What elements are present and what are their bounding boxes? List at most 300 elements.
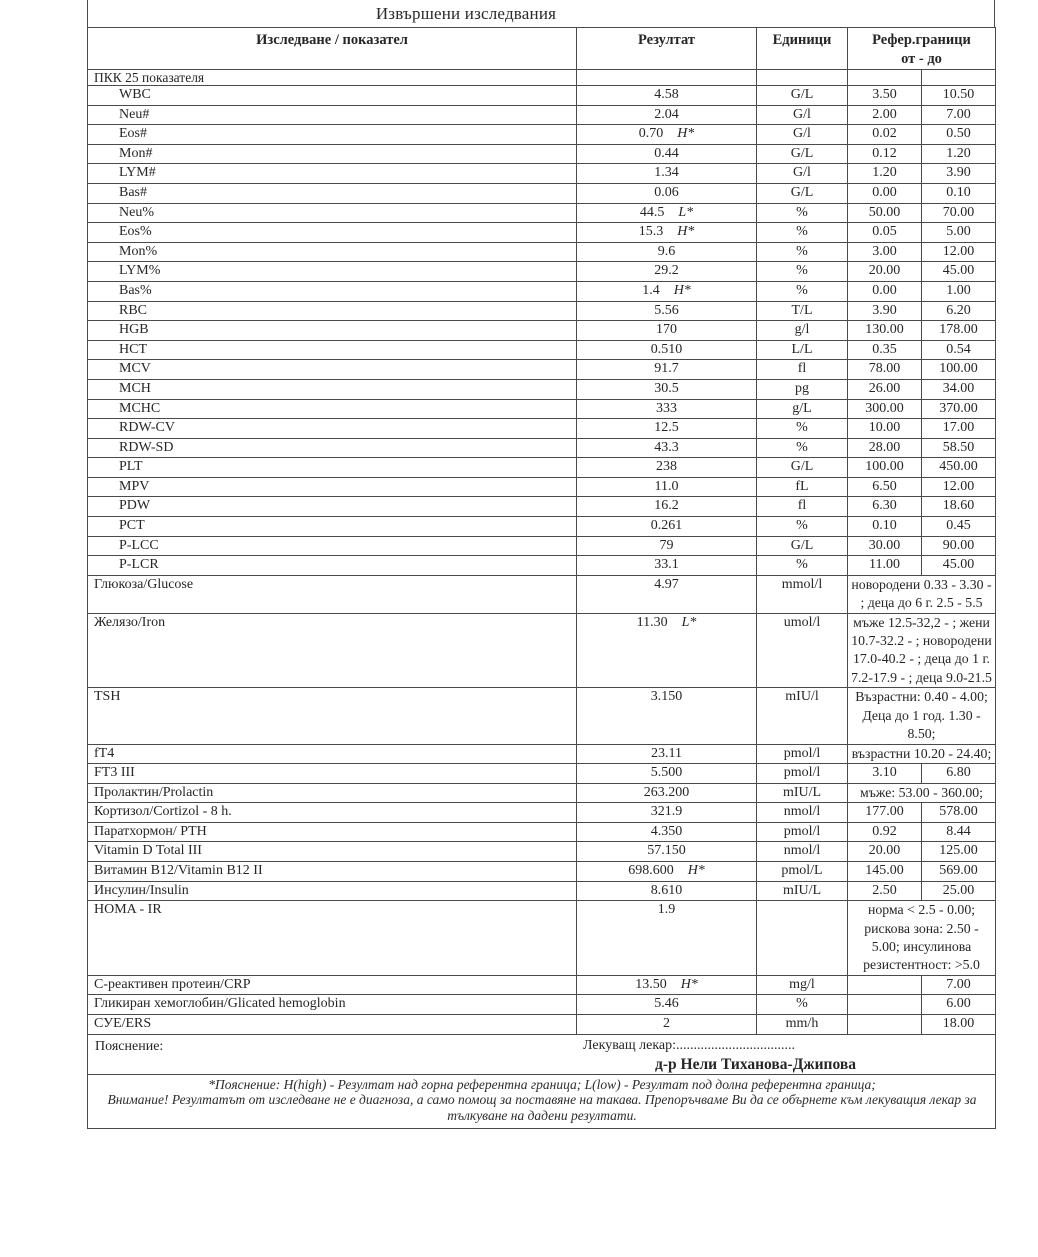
result-row xyxy=(88,862,996,882)
result-value: 2 xyxy=(663,1016,670,1032)
column-header-reference-line2: от - до xyxy=(901,51,942,67)
reference-from-cell: 177.00 xyxy=(848,803,922,823)
result-value: 1.4 xyxy=(642,282,660,298)
result-row xyxy=(88,975,996,995)
result-value: 29.2 xyxy=(654,263,679,279)
reference-range-cell: възрастни 10.20 - 24.40; xyxy=(848,744,996,764)
reference-to-cell: 6.00 xyxy=(922,995,996,1015)
reference-from-cell: 0.02 xyxy=(848,125,922,145)
reference-to-cell: 18.60 xyxy=(922,497,996,517)
test-name-cell: ПКК 25 показателя xyxy=(88,70,577,86)
units-cell: % xyxy=(757,419,848,439)
result-row xyxy=(88,144,996,164)
result-value: 5.46 xyxy=(654,996,679,1012)
result-cell xyxy=(577,379,757,399)
units-cell xyxy=(757,901,848,976)
footnote-row xyxy=(88,1074,996,1129)
units-cell: fL xyxy=(757,477,848,497)
reference-to-cell: 12.00 xyxy=(922,477,996,497)
result-row xyxy=(88,105,996,125)
units-cell: % xyxy=(757,517,848,537)
result-cell xyxy=(577,497,757,517)
test-name-cell: MCV xyxy=(88,360,577,380)
result-value: 1.34 xyxy=(654,165,679,181)
reference-to-cell: 70.00 xyxy=(922,203,996,223)
result-flag: H* xyxy=(677,224,695,240)
test-name-cell: Vitamin D Total III xyxy=(88,842,577,862)
reference-from-cell: 0.92 xyxy=(848,822,922,842)
units-cell: mmol/l xyxy=(757,575,848,613)
units-cell: pmol/L xyxy=(757,862,848,882)
result-value: 0.261 xyxy=(650,518,683,534)
result-flag: H* xyxy=(687,863,705,879)
result-cell xyxy=(577,744,757,764)
test-name-cell: Eos# xyxy=(88,125,577,145)
reference-to-cell: 450.00 xyxy=(922,458,996,478)
result-row xyxy=(88,822,996,842)
result-cell xyxy=(577,575,757,613)
footnote-warning: Внимание! Резултатът от изследване не е диагноза, а само помощ за поставяне на такава. Препоръчваме Ви да се обърнете към лекуващия лекар за тълкуване на дадени резултати. xyxy=(107,1092,977,1123)
units-cell: G/L xyxy=(757,183,848,203)
test-name-cell: Инсулин/Insulin xyxy=(88,881,577,901)
reference-from-cell: 6.50 xyxy=(848,477,922,497)
result-value: 16.2 xyxy=(654,498,679,514)
reference-from-cell: 3.00 xyxy=(848,242,922,262)
attending-doctor-name: д-р Нели Тиханова-Джипова xyxy=(655,1055,856,1073)
result-cell xyxy=(577,477,757,497)
result-row xyxy=(88,688,996,744)
reference-to-cell: 1.20 xyxy=(922,144,996,164)
result-cell xyxy=(577,164,757,184)
reference-to-cell: 6.20 xyxy=(922,301,996,321)
test-name-cell: TSH xyxy=(88,688,577,744)
reference-to-cell: 1.00 xyxy=(922,281,996,301)
result-value: 2.04 xyxy=(654,106,679,122)
test-name-cell: Bas# xyxy=(88,183,577,203)
result-cell xyxy=(577,301,757,321)
test-name-cell: PCT xyxy=(88,517,577,537)
units-cell: mg/l xyxy=(757,975,848,995)
reference-to-cell: 17.00 xyxy=(922,419,996,439)
result-cell xyxy=(577,517,757,537)
reference-range-cell: норма < 2.5 - 0.00; рискова зона: 2.50 - 5.00; инсулинова резистентност: >5.0 xyxy=(848,901,996,976)
units-cell: G/l xyxy=(757,105,848,125)
result-value: 30.5 xyxy=(654,380,679,396)
result-row xyxy=(88,497,996,517)
result-row xyxy=(88,301,996,321)
reference-from-cell: 3.10 xyxy=(848,764,922,784)
test-name-cell: LYM% xyxy=(88,262,577,282)
units-cell xyxy=(757,70,848,86)
result-flag: H* xyxy=(677,126,695,142)
reference-to-cell: 90.00 xyxy=(922,536,996,556)
footnote-legend: *Пояснение: H(high) - Резултат над горна референтна граница; L(low) - Резултат под долна референтна граница; xyxy=(208,1076,876,1092)
result-row xyxy=(88,803,996,823)
test-name-cell: Neu# xyxy=(88,105,577,125)
result-row xyxy=(88,575,996,613)
reference-to-cell: 25.00 xyxy=(922,881,996,901)
lab-report-document xyxy=(87,0,995,1129)
result-value: 8.610 xyxy=(650,882,683,898)
result-cell xyxy=(577,862,757,882)
footer-cell xyxy=(88,1034,996,1074)
reference-to-cell: 0.10 xyxy=(922,183,996,203)
reference-from-cell: 0.10 xyxy=(848,517,922,537)
result-cell xyxy=(577,125,757,145)
result-row xyxy=(88,995,996,1015)
units-cell: % xyxy=(757,223,848,243)
test-name-cell: MCHC xyxy=(88,399,577,419)
test-name-cell: PLT xyxy=(88,458,577,478)
result-cell xyxy=(577,223,757,243)
test-name-cell: Bas% xyxy=(88,281,577,301)
result-cell xyxy=(577,281,757,301)
result-cell xyxy=(577,901,757,976)
result-value: 263.200 xyxy=(643,784,690,800)
result-value: 4.58 xyxy=(654,87,679,102)
result-cell xyxy=(577,1015,757,1035)
result-cell xyxy=(577,822,757,842)
reference-to-cell: 3.90 xyxy=(922,164,996,184)
reference-to-cell: 7.00 xyxy=(922,975,996,995)
test-name-cell: Желязо/Iron xyxy=(88,613,577,688)
result-value: 0.70 xyxy=(638,126,664,142)
units-cell: % xyxy=(757,242,848,262)
test-name-cell: P-LCC xyxy=(88,536,577,556)
result-value: 91.7 xyxy=(654,361,679,377)
reference-from-cell: 2.50 xyxy=(848,881,922,901)
reference-from-cell: 0.00 xyxy=(848,183,922,203)
result-value: 321.9 xyxy=(650,804,683,820)
reference-from-cell: 2.00 xyxy=(848,105,922,125)
units-cell: % xyxy=(757,281,848,301)
result-value: 44.5 xyxy=(639,204,665,220)
result-flag: L* xyxy=(681,614,697,630)
reference-to-cell: 370.00 xyxy=(922,399,996,419)
test-name-cell: RDW-CV xyxy=(88,419,577,439)
result-value: 11.0 xyxy=(654,478,679,494)
reference-to-cell: 45.00 xyxy=(922,262,996,282)
units-cell: g/l xyxy=(757,321,848,341)
result-row xyxy=(88,340,996,360)
reference-to-cell: 12.00 xyxy=(922,242,996,262)
units-cell: G/L xyxy=(757,144,848,164)
reference-from-cell: 3.90 xyxy=(848,301,922,321)
result-cell xyxy=(577,86,757,106)
reference-to-cell: 578.00 xyxy=(922,803,996,823)
result-cell xyxy=(577,556,757,576)
reference-from-cell: 26.00 xyxy=(848,379,922,399)
test-name-cell: Neu% xyxy=(88,203,577,223)
column-header-reference xyxy=(848,28,996,70)
column-header-test: Изследване / показател xyxy=(88,28,577,70)
result-cell xyxy=(577,144,757,164)
result-value: 79 xyxy=(659,537,674,553)
result-cell xyxy=(577,438,757,458)
reference-to-cell: 569.00 xyxy=(922,862,996,882)
result-row xyxy=(88,556,996,576)
units-cell: fl xyxy=(757,360,848,380)
reference-range-cell: мъже: 53.00 - 360.00; xyxy=(848,783,996,803)
test-name-cell: Кортизол/Cortizol - 8 h. xyxy=(88,803,577,823)
result-cell xyxy=(577,419,757,439)
reference-to-cell: 8.44 xyxy=(922,822,996,842)
result-value: 57.150 xyxy=(647,843,686,859)
reference-from-cell: 20.00 xyxy=(848,262,922,282)
test-name-cell: Гликиран хемоглобин/Glicated hemoglobin xyxy=(88,995,577,1015)
result-row xyxy=(88,536,996,556)
result-flag: L* xyxy=(678,204,694,220)
units-cell: G/l xyxy=(757,164,848,184)
result-cell xyxy=(577,975,757,995)
reference-from-cell: 20.00 xyxy=(848,842,922,862)
test-name-cell: WBC xyxy=(88,86,577,106)
result-row xyxy=(88,86,996,106)
result-cell xyxy=(577,321,757,341)
result-value: 43.3 xyxy=(654,439,679,455)
result-value: 12.5 xyxy=(654,420,679,436)
reference-to-cell: 58.50 xyxy=(922,438,996,458)
result-row xyxy=(88,223,996,243)
result-row xyxy=(88,458,996,478)
units-cell: pmol/l xyxy=(757,822,848,842)
units-cell: nmol/l xyxy=(757,803,848,823)
result-value: 0.44 xyxy=(654,145,679,161)
result-value: 170 xyxy=(656,322,677,338)
reference-from-cell xyxy=(848,995,922,1015)
test-name-cell: Глюкоза/Glucose xyxy=(88,575,577,613)
reference-from-cell xyxy=(848,975,922,995)
test-name-cell: Mon# xyxy=(88,144,577,164)
units-cell: pg xyxy=(757,379,848,399)
test-name-cell: P-LCR xyxy=(88,556,577,576)
result-row xyxy=(88,477,996,497)
result-cell xyxy=(577,842,757,862)
result-row xyxy=(88,281,996,301)
test-name-cell: LYM# xyxy=(88,164,577,184)
reference-to-cell: 0.54 xyxy=(922,340,996,360)
note-label: Пояснение: xyxy=(95,1038,164,1054)
units-cell: % xyxy=(757,203,848,223)
reference-from-cell: 0.35 xyxy=(848,340,922,360)
reference-from-cell xyxy=(848,1015,922,1035)
result-row xyxy=(88,744,996,764)
result-row xyxy=(88,783,996,803)
reference-to-cell: 7.00 xyxy=(922,105,996,125)
result-value: 5.56 xyxy=(654,302,679,318)
test-name-cell: Eos% xyxy=(88,223,577,243)
result-cell xyxy=(577,995,757,1015)
reference-from-cell: 145.00 xyxy=(848,862,922,882)
result-cell xyxy=(577,340,757,360)
result-value: 3.150 xyxy=(650,689,683,705)
result-row xyxy=(88,125,996,145)
units-cell: mm/h xyxy=(757,1015,848,1035)
test-name-cell: RDW-SD xyxy=(88,438,577,458)
reference-to-cell: 0.50 xyxy=(922,125,996,145)
results-table xyxy=(87,27,996,1129)
reference-from-cell: 78.00 xyxy=(848,360,922,380)
units-cell: nmol/l xyxy=(757,842,848,862)
reference-from-cell: 11.00 xyxy=(848,556,922,576)
reference-from-cell: 3.50 xyxy=(848,86,922,106)
result-value: 333 xyxy=(656,400,677,416)
result-cell xyxy=(577,688,757,744)
reference-from-cell: 130.00 xyxy=(848,321,922,341)
units-cell: L/L xyxy=(757,340,848,360)
result-row xyxy=(88,321,996,341)
doctor-block xyxy=(583,1037,928,1074)
result-value: 0.06 xyxy=(654,184,679,200)
result-row xyxy=(88,613,996,688)
result-value: 1.9 xyxy=(657,902,676,918)
test-name-cell: MPV xyxy=(88,477,577,497)
result-row xyxy=(88,419,996,439)
result-flag: H* xyxy=(680,976,698,992)
result-row xyxy=(88,203,996,223)
reference-to-cell: 18.00 xyxy=(922,1015,996,1035)
column-header-result: Резултат xyxy=(577,28,757,70)
test-name-cell: Паратхормон/ PTH xyxy=(88,822,577,842)
result-row xyxy=(88,242,996,262)
units-cell: pmol/l xyxy=(757,744,848,764)
units-cell: % xyxy=(757,262,848,282)
result-cell xyxy=(577,183,757,203)
result-value: 4.97 xyxy=(654,576,679,592)
result-row xyxy=(88,164,996,184)
reference-range-cell: мъже 12.5-32,2 - ; жени 10.7-32.2 - ; новородени 17.0-40.2 - ; деца до 1 г. 7.2-17.9 - ; деца 9.0-21.5 xyxy=(848,613,996,688)
result-cell xyxy=(577,613,757,688)
reference-from-cell: 0.12 xyxy=(848,144,922,164)
result-row xyxy=(88,379,996,399)
result-cell xyxy=(577,764,757,784)
result-value: 698.600 xyxy=(628,863,674,879)
result-row xyxy=(88,901,996,976)
reference-to-cell: 178.00 xyxy=(922,321,996,341)
units-cell: mIU/L xyxy=(757,881,848,901)
units-cell: mIU/L xyxy=(757,783,848,803)
units-cell: fl xyxy=(757,497,848,517)
test-name-cell: MCH xyxy=(88,379,577,399)
reference-to-cell: 34.00 xyxy=(922,379,996,399)
result-cell xyxy=(577,783,757,803)
units-cell: pmol/l xyxy=(757,764,848,784)
result-value: 11.30 xyxy=(636,614,668,630)
result-cell xyxy=(577,70,757,86)
table-header-row xyxy=(88,28,996,70)
result-row xyxy=(88,438,996,458)
result-row xyxy=(88,842,996,862)
result-row xyxy=(88,399,996,419)
footer-row xyxy=(88,1034,996,1074)
result-cell xyxy=(577,105,757,125)
result-cell xyxy=(577,242,757,262)
test-name-cell: СУЕ/ERS xyxy=(88,1015,577,1035)
units-cell: umol/l xyxy=(757,613,848,688)
reference-from-cell: 0.00 xyxy=(848,281,922,301)
result-value: 238 xyxy=(656,459,677,475)
report-title: Извършени изследвания xyxy=(87,0,995,27)
reference-from-cell: 0.05 xyxy=(848,223,922,243)
result-value: 13.50 xyxy=(635,976,667,992)
units-cell: T/L xyxy=(757,301,848,321)
result-value: 33.1 xyxy=(654,557,679,573)
result-cell xyxy=(577,536,757,556)
test-name-cell: PDW xyxy=(88,497,577,517)
result-flag: H* xyxy=(673,282,691,298)
reference-from-cell: 300.00 xyxy=(848,399,922,419)
units-cell: G/L xyxy=(757,86,848,106)
units-cell: G/L xyxy=(757,536,848,556)
units-cell: G/l xyxy=(757,125,848,145)
test-name-cell: С-реактивен протеин/CRP xyxy=(88,975,577,995)
units-cell: % xyxy=(757,556,848,576)
units-cell: % xyxy=(757,438,848,458)
result-row xyxy=(88,881,996,901)
reference-to-cell: 100.00 xyxy=(922,360,996,380)
reference-from-cell: 30.00 xyxy=(848,536,922,556)
result-row xyxy=(88,360,996,380)
test-name-cell: Пролактин/Prolactin xyxy=(88,783,577,803)
result-value: 5.500 xyxy=(650,765,683,781)
reference-range-cell: Възрастни: 0.40 - 4.00; Деца до 1 год. 1.30 - 8.50; xyxy=(848,688,996,744)
test-name-cell: HGB xyxy=(88,321,577,341)
reference-from-cell: 6.30 xyxy=(848,497,922,517)
column-header-reference-line1: Рефер.граници xyxy=(872,32,971,48)
reference-from-cell: 10.00 xyxy=(848,419,922,439)
reference-to-cell: 10.50 xyxy=(922,86,996,106)
reference-range-cell: новородени 0.33 - 3.30 - ; деца до 6 г. 2.5 - 5.5 xyxy=(848,575,996,613)
result-cell xyxy=(577,262,757,282)
test-name-cell: HCT xyxy=(88,340,577,360)
result-value: 15.3 xyxy=(638,224,664,240)
reference-from-cell: 100.00 xyxy=(848,458,922,478)
result-value: 4.350 xyxy=(650,823,683,839)
result-row xyxy=(88,517,996,537)
result-cell xyxy=(577,803,757,823)
units-cell: g/L xyxy=(757,399,848,419)
footnote-cell xyxy=(88,1074,996,1129)
result-cell xyxy=(577,203,757,223)
result-cell xyxy=(577,881,757,901)
units-cell: % xyxy=(757,995,848,1015)
units-cell: G/L xyxy=(757,458,848,478)
result-cell xyxy=(577,458,757,478)
test-name-cell: RBC xyxy=(88,301,577,321)
reference-to-cell: 6.80 xyxy=(922,764,996,784)
result-row xyxy=(88,262,996,282)
result-cell xyxy=(577,399,757,419)
test-name-cell: HOMA - IR xyxy=(88,901,577,976)
reference-from-cell: 50.00 xyxy=(848,203,922,223)
test-name-cell: FT3 III xyxy=(88,764,577,784)
reference-to-cell: 45.00 xyxy=(922,556,996,576)
results-table-body xyxy=(88,70,996,1035)
reference-to-cell: 5.00 xyxy=(922,223,996,243)
test-name-cell: fT4 xyxy=(88,744,577,764)
section-row xyxy=(88,70,996,86)
column-header-units: Единици xyxy=(757,28,848,70)
reference-from-cell: 1.20 xyxy=(848,164,922,184)
result-cell xyxy=(577,360,757,380)
from-cell xyxy=(848,70,922,86)
attending-doctor-label: Лекуващ лекар:.................................. xyxy=(583,1037,796,1053)
result-row xyxy=(88,764,996,784)
to-cell xyxy=(922,70,996,86)
result-value: 0.510 xyxy=(650,341,683,357)
result-row xyxy=(88,1015,996,1035)
reference-from-cell: 28.00 xyxy=(848,438,922,458)
